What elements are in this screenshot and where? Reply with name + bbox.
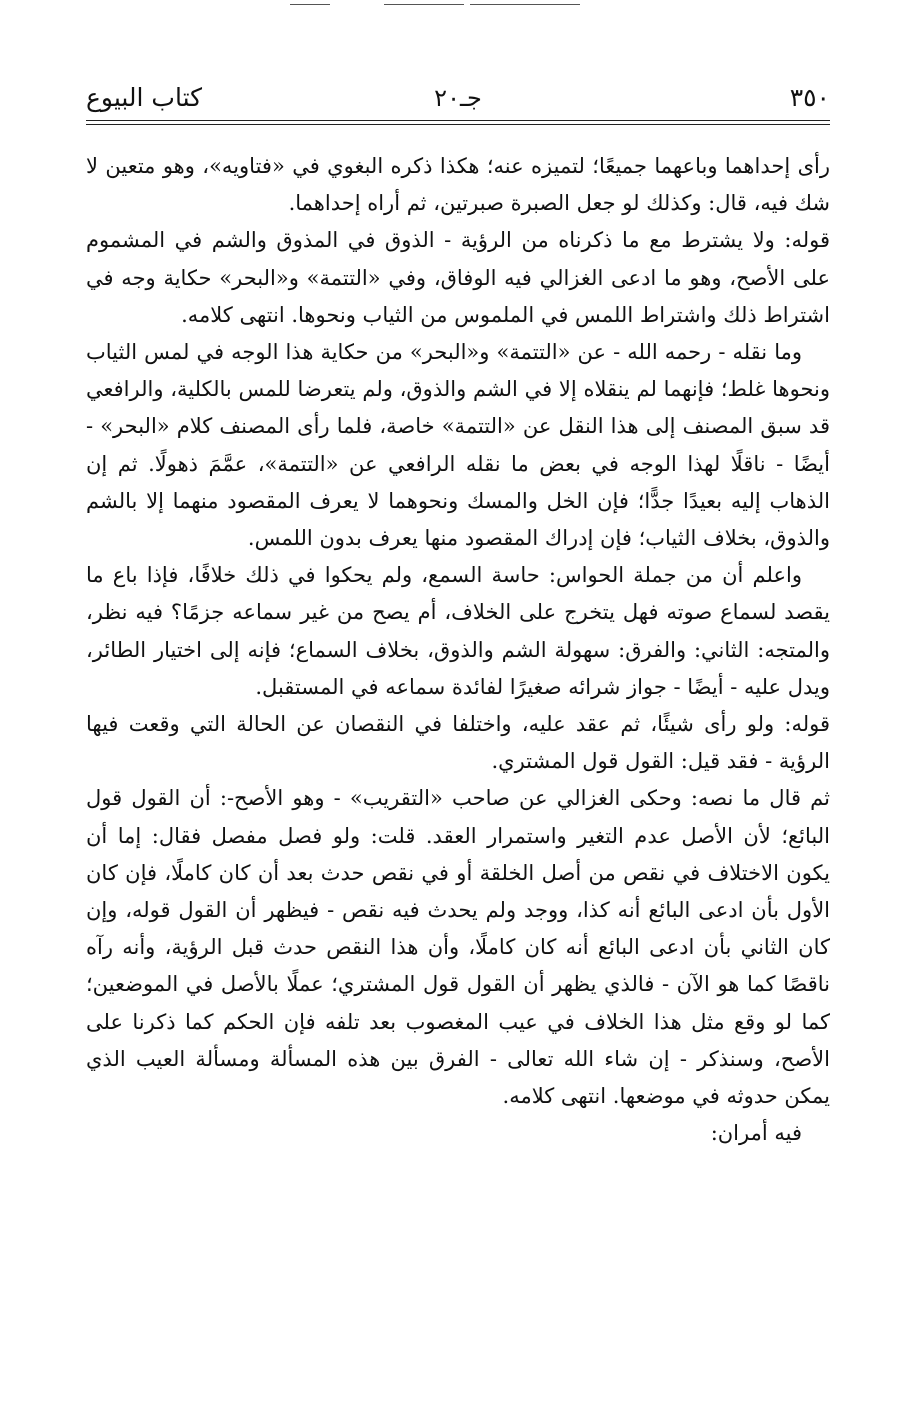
paragraph-commentary-1: وما نقله - رحمه الله - عن «التتمة» و«البحر» من حكاية هذا الوجه في لمس الثياب ونحوها غلط؛ فإنهما لم ينقلاه إلا في الشم والذوق، ولم يتعرضا للمس بالكلية، والرافعي قد سبق المصنف إلى هذا النقل عن «التتمة» خاصة، فلما رأى المصنف كلام «البحر» - أيضًا - ناقلًا لهذا الوجه في بعض ما نقله الرافعي عن «التتمة»، عمَّمَ ذهولًا. ثم إن الذهاب إليه بعيدًا جدًّا؛ فإن الخل والمسك ونحوهما لا يعرف المقصود منهما إلا بالشم والذوق، بخلاف الثياب؛ فإن إدراك المقصود منها يعرف بدون اللمس. — [86, 340, 830, 551]
page-number: ٣٥٠ — [789, 83, 830, 112]
paragraph-quote-2: قوله: ولو رأى شيئًا، ثم عقد عليه، واختلفا في النقصان عن الحالة التي وقعت فيها الرؤية - فقد قيل: القول قول المشتري. — [86, 712, 830, 774]
top-crop-marks — [0, 4, 920, 8]
book-title: كتاب البيوع — [86, 83, 203, 112]
page-body — [86, 148, 830, 1152]
paragraph-two-matters: فيه أمران: — [710, 1121, 802, 1146]
running-header — [86, 78, 830, 118]
paragraph-continuation: رأى إحداهما وباعهما جميعًا؛ لتميزه عنه؛ هكذا ذكره البغوي في «فتاويه»، وهو متعين لا شك فيه، قال: وكذلك لو جعل الصبرة صبرتين، ثم أراه إحداهما. — [86, 154, 830, 216]
paragraph-quote-1: قوله: ولا يشترط مع ما ذكرناه من الرؤية - الذوق في المذوق والشم في المشموم على الأصح، وهو ما ادعى الغزالي فيه الوفاق، وفي «التتمة» و«البحر» حكاية وجه في اشتراط ذلك واشتراط اللمس في الملموس من الثياب ونحوها. انتهى كلامه. — [86, 228, 830, 327]
paragraph-quote-3: ثم قال ما نصه: وحكى الغزالي عن صاحب «التقريب» - وهو الأصح-: أن القول قول البائع؛ لأن الأصل عدم التغير واستمرار العقد. قلت: ولو فصل مفصل فقال: إما أن يكون الاختلاف في نقص من أصل الخلقة أو في نقص حدث بعد أن كان كاملًا، فإن كان الأول بأن ادعى البائع أنه كذا، ووجد ولم يحدث فيه نقص - فيظهر أن القول قوله، وإن كان الثاني بأن ادعى البائع أنه كان كاملًا، وأن هذا النقص حدث قبل الرؤية، وأنه رآه ناقصًا كما هو الآن - فالذي يظهر أن القول قول المشتري؛ عملًا بالأصل في الموضعين؛ كما لو وقع مثل هذا الخلاف في عيب المغصوب بعد تلفه فإن الحكم كما ذكرنا على الأصح، وسنذكر - إن شاء الله تعالى - الفرق بين هذه المسألة ومسألة العيب الذي يمكن حدوثه في موضعها. انتهى كلامه. — [86, 786, 830, 1109]
header-double-rule — [86, 120, 830, 125]
volume-label: جـ٢٠ — [434, 84, 482, 112]
paragraph-commentary-2: واعلم أن من جملة الحواس: حاسة السمع، ولم يحكوا في ذلك خلافًا، فإذا باع ما يقصد لسماع صوته فهل يتخرج على الخلاف، أم يصح من غير سماعه جزمًا؟ فيه نظر، والمتجه: الثاني: والفرق: سهولة الشم والذوق، بخلاف السماع؛ فإنه إلى اختيار الطائر، ويدل عليه - أيضًا - جواز شرائه صغيرًا لفائدة سماعه في المستقبل. — [86, 563, 830, 699]
